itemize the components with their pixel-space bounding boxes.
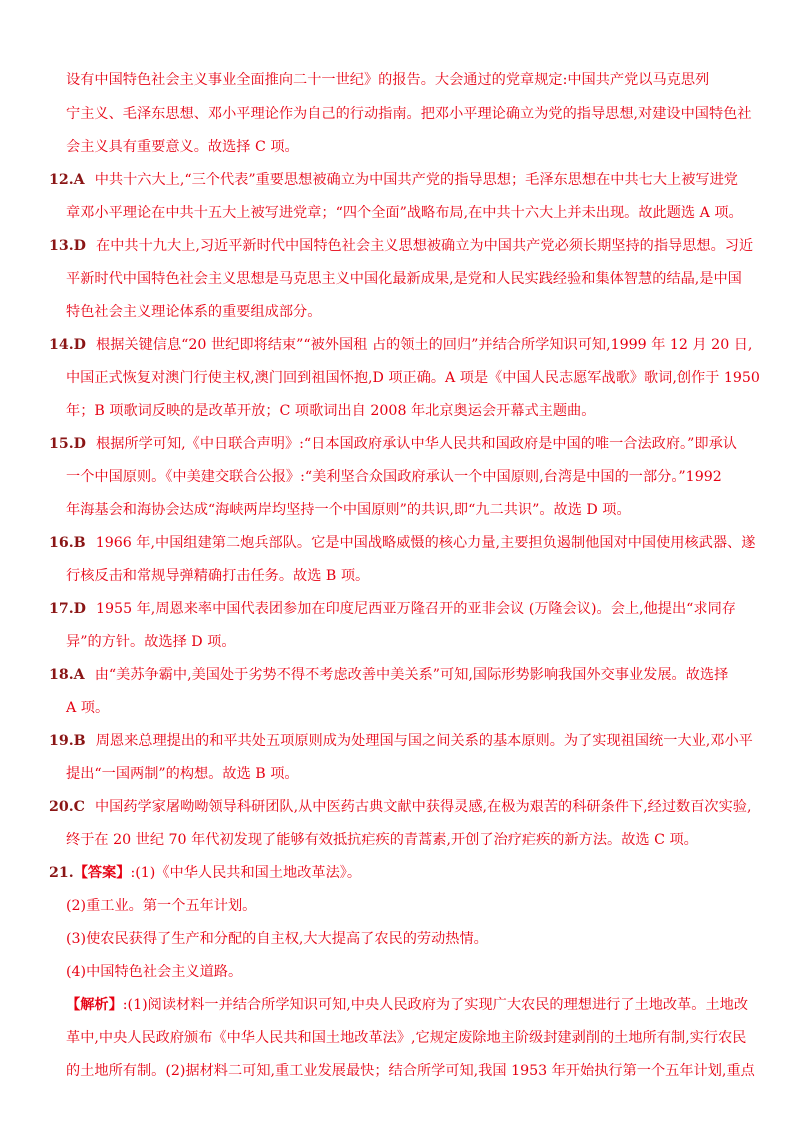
text-line: 中共十六大上,“三个代表”重要思想被确立为中国共产党的指导思想；毛泽东思想在中共七大上被写进党	[94, 172, 738, 188]
text-line: 提出“一国两制”的构想。故选 B 项。	[66, 766, 299, 782]
answer-item-17	[49, 599, 736, 619]
item-number: 20.C	[49, 799, 85, 815]
answer-item-21	[49, 863, 361, 883]
text-line: (3)使农民获得了生产和分配的自主权,大大提高了农民的劳动热情。	[66, 931, 488, 947]
analysis-tag: 【解析】	[66, 997, 123, 1013]
text-line: 在中共十九大上,习近平新时代中国特色社会主义思想被确立为中国共产党必须长期坚持的指导思想。习近	[96, 238, 754, 254]
answer-item-19	[49, 731, 753, 751]
item-number: 21.	[49, 865, 74, 881]
text-line: :(1)阅读材料一并结合所学知识可知,中央人民政府为了实现广大农民的理想进行了土地改革。土地改	[122, 997, 749, 1013]
item-number: 16.B	[49, 535, 86, 551]
text-line: 平新时代中国特色社会主义思想是马克思主义中国化最新成果,是党和人民实践经验和集体智慧的结晶,是中国	[66, 271, 742, 287]
item-number: 17.D	[49, 601, 86, 617]
text-line: 年海基会和海协会达成“海峡两岸均坚持一个中国原则”的共识,即“九二共识”。故选 D 项。	[66, 502, 631, 518]
item-number: 18.A	[49, 667, 85, 683]
text-line: 周恩来总理提出的和平共处五项原则成为处理国与国之间关系的基本原则。为了实现祖国统一大业,邓小平	[95, 733, 753, 749]
text-line: 1955 年,周恩来率中国代表团参加在印度尼西亚万隆召开的亚非会议 (万隆会议)。会上,他提出“求同存	[96, 601, 736, 617]
answer-tag: 【答案】	[73, 865, 131, 881]
text-line: 特色社会主义理论体系的重要组成部分。	[66, 304, 322, 320]
answer-item-12	[49, 170, 738, 190]
answer-item-16	[49, 533, 755, 553]
item-number: 15.D	[49, 436, 86, 452]
item-number: 19.B	[49, 733, 86, 749]
text-line: 中国药学家屠呦呦领导科研团队,从中医药古典文献中获得灵感,在极为艰苦的科研条件下,经过数百次实验,	[94, 799, 752, 815]
text-line: 的土地所有制。(2)据材料二可知,重工业发展最快；结合所学可知,我国 1953 年开始执行第一个五年计划,重点	[66, 1063, 755, 1079]
text-line: 会主义具有重要意义。故选择 C 项。	[66, 139, 299, 155]
text-line: 行核反击和常规导弹精确打击任务。故选 B 项。	[66, 568, 370, 584]
text-line: (2)重工业。第一个五年计划。	[66, 898, 257, 914]
text-line: 一个中国原则。《中美建交联合公报》:“美利坚合众国政府承认一个中国原则,台湾是中国的一部分。”1992	[66, 469, 722, 485]
answer-item-15	[49, 434, 737, 454]
item-number: 13.D	[49, 238, 86, 254]
text-line: 1966 年,中国组建第二炮兵部队。它是中国战略威慑的核心力量,主要担负遏制他国对中国使用核武器、遂	[95, 535, 756, 551]
text-line: 中国正式恢复对澳门行使主权,澳门回到祖国怀抱,D 项正确。A 项是《中国人民志愿军战歌》歌词,创作于 1950	[66, 370, 760, 386]
text-line: 宁主义、毛泽东思想、邓小平理论作为自己的行动指南。把邓小平理论确立为党的指导思想,对建设中国特色社	[66, 106, 752, 122]
answer-item-14	[49, 335, 752, 355]
answer-item-20	[49, 797, 751, 817]
answer-item-13	[49, 236, 753, 256]
text-line: 终于在 20 世纪 70 年代初发现了能够有效抵抗疟疾的青蒿素,开创了治疗疟疾的新方法。故选 C 项。	[66, 832, 698, 848]
analysis-line	[66, 995, 748, 1015]
text-line: 由“美苏争霸中,美国处于劣势不得不考虑改善中美关系”可知,国际形势影响我国外交事业发展。故选择	[94, 667, 729, 683]
text-line: (4)中国特色社会主义道路。	[66, 964, 243, 980]
text-line: 异”的方针。故选择 D 项。	[66, 634, 236, 650]
text-line: 革中,中央人民政府颁布《中华人民共和国土地改革法》,它规定废除地主阶级封建剥削的土地所有制,实行农民	[66, 1030, 747, 1046]
item-number: 12.A	[49, 172, 85, 188]
text-line: 根据所学可知,《中日联合声明》:“日本国政府承认中华人民共和国政府是中国的唯一合法政府。”即承认	[96, 436, 737, 452]
text-line: 设有中国特色社会主义事业全面推向二十一世纪》的报告。大会通过的党章规定:中国共产党以马克思列	[66, 72, 710, 88]
text-line: A 项。	[66, 700, 110, 716]
text-line: 章邓小平理论在中共十五大上被写进党章；“四个全面”战略布局,在中共十六大上并未出现。故此题选 A 项。	[66, 205, 743, 221]
text-line: :(1)《中华人民共和国土地改革法》。	[130, 865, 362, 881]
text-line: 年；B 项歌词反映的是改革开放；C 项歌词出自 2008 年北京奥运会开幕式主题曲。	[66, 403, 596, 419]
item-number: 14.D	[49, 337, 86, 353]
answer-item-18	[49, 665, 728, 685]
text-line: 根据关键信息“20 世纪即将结束”“被外国租 占的领土的回归”并结合所学知识可知,1999 年 12 月 20 日,	[96, 337, 753, 353]
